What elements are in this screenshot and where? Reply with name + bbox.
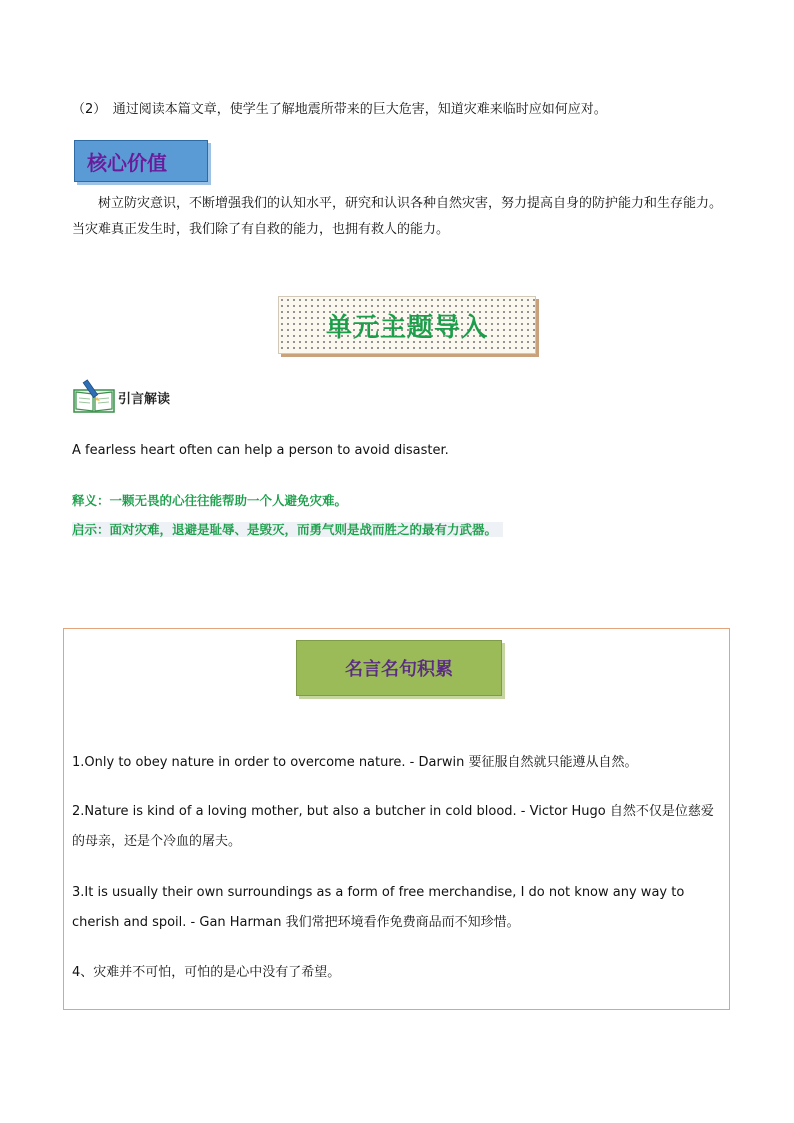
quote-item-2: 2.Nature is kind of a loving mother, but also a butcher in cold blood. - Victor Hugo 自然不仅是位慈爱的母亲，还是个冷血的屠夫。 xyxy=(72,804,714,849)
quotes-heading xyxy=(296,640,502,696)
core-values-heading xyxy=(74,140,208,182)
core-values-heading-text: 核心价值 xyxy=(87,150,167,175)
quotes-heading-text: 名言名句积累 xyxy=(345,659,453,680)
unit-theme-heading xyxy=(278,296,536,354)
intro-insight: 启示：面对灾难，退避是耻辱、是毁灭，而勇气则是战而胜之的最有力武器。 xyxy=(72,522,503,537)
quote-item-4: 4、灾难并不可怕，可怕的是心中没有了希望。 xyxy=(72,965,341,980)
intro-label: 引言解读 xyxy=(118,392,171,407)
intro-meaning: 释义：一颗无畏的心往往能帮助一个人避免灾难。 xyxy=(72,493,348,508)
book-pencil-icon xyxy=(72,378,116,414)
quote-item-3: 3.It is usually their own surroundings as a form of free merchandise, I do not know any way to cherish and spoil. - Gan Harman 我们常把环境看作免费商品而不知珍惜。 xyxy=(72,885,685,930)
objective-2: （2） 通过阅读本篇文章，使学生了解地震所带来的巨大危害，知道灾难来临时应如何应对。 xyxy=(72,102,607,117)
core-values-text: 树立防灾意识，不断增强我们的认知水平，研究和认识各种自然灾害，努力提高自身的防护能力和生存能力。当灾难真正发生时，我们除了有自救的能力，也拥有救人的能力。 xyxy=(72,196,723,237)
intro-quote: A fearless heart often can help a person to avoid disaster. xyxy=(72,443,449,458)
unit-theme-heading-text: 单元主题导入 xyxy=(325,312,488,343)
quote-item-1: 1.Only to obey nature in order to overcome nature. - Darwin 要征服自然就只能遵从自然。 xyxy=(72,755,638,770)
